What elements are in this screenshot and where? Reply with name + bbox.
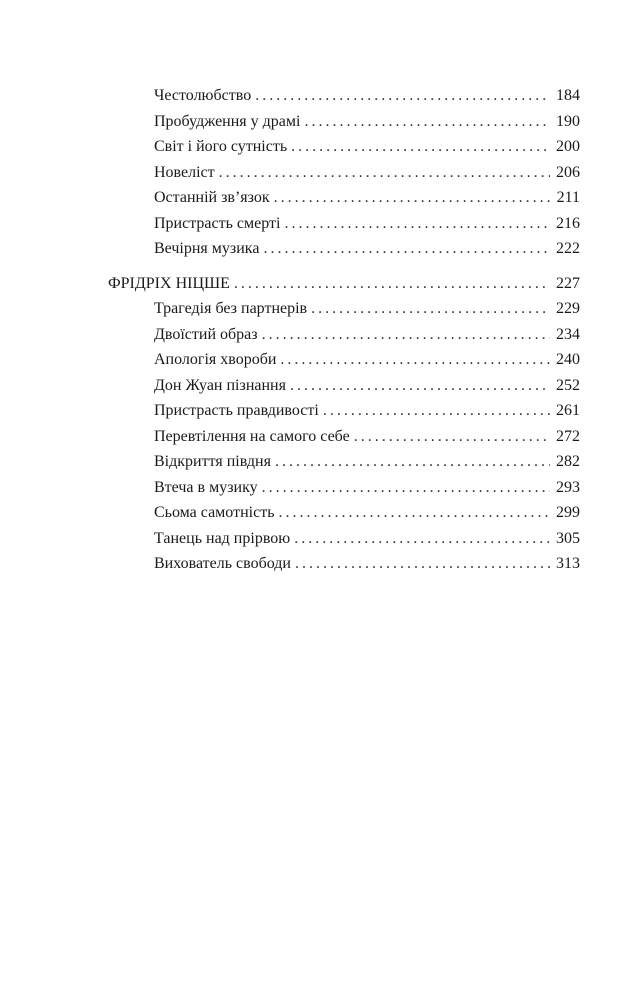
toc-entry-page: 272 xyxy=(556,427,580,445)
dot-leader xyxy=(274,185,551,211)
toc-entry-page: 211 xyxy=(556,189,580,206)
toc-entry-title: Останній зв’язок xyxy=(154,189,270,206)
toc-entry-page: 190 xyxy=(556,112,580,130)
toc-entry xyxy=(154,347,580,373)
toc-entry-page: 200 xyxy=(556,138,580,155)
dot-leader xyxy=(323,398,550,424)
toc-entry-page: 293 xyxy=(556,478,580,496)
toc-entry-page: 313 xyxy=(556,555,580,572)
toc-entry-title: Новеліст xyxy=(154,163,215,181)
toc-entry-page: 234 xyxy=(556,325,580,343)
toc-entry xyxy=(154,211,580,237)
dot-leader xyxy=(262,322,550,348)
toc-section-page: 227 xyxy=(556,274,580,292)
toc-entry-title: Пристрасть правдивості xyxy=(154,402,319,419)
dot-leader xyxy=(262,475,550,501)
toc-group-nietzsche xyxy=(0,271,635,577)
toc-entry-title: Пристрасть смерті xyxy=(154,214,281,232)
toc-entry-title: Танець над прірвою xyxy=(154,529,291,547)
toc-entry xyxy=(154,322,580,348)
toc-entry xyxy=(154,236,580,262)
toc-entry-title: Перевтілення на самого себе xyxy=(154,427,350,445)
dot-leader xyxy=(290,373,550,399)
dot-leader xyxy=(311,296,550,322)
toc-entry-title: Втеча в музику xyxy=(154,478,258,496)
toc-entry-title: Дон Жуан пізнання xyxy=(154,376,286,394)
toc-entry-title: Апологія хвороби xyxy=(154,351,277,368)
toc-section-heading xyxy=(108,271,580,297)
dot-leader xyxy=(354,424,550,450)
dot-leader xyxy=(255,83,550,109)
toc-entry-page: 222 xyxy=(556,240,580,257)
dot-leader xyxy=(278,500,550,526)
toc-group-chapters xyxy=(0,83,635,262)
toc-entry-title: Вечірня музика xyxy=(154,240,260,257)
toc-entry xyxy=(154,424,580,450)
dot-leader xyxy=(284,211,550,237)
toc-entry-page: 299 xyxy=(556,504,580,521)
toc-entry-title: Трагедія без партнерів xyxy=(154,300,308,317)
toc-entry xyxy=(154,296,580,322)
toc-entry xyxy=(154,551,580,577)
toc-entry xyxy=(154,134,580,160)
toc-entry-title: Пробудження у драмі xyxy=(154,112,301,130)
dot-leader xyxy=(294,526,550,552)
dot-leader xyxy=(304,109,550,135)
toc-entry xyxy=(154,160,580,186)
dot-leader xyxy=(263,236,550,262)
toc-entry-page: 229 xyxy=(556,300,580,317)
toc-entry-title: Честолюбство xyxy=(154,87,252,104)
toc-entry-page: 240 xyxy=(556,351,580,368)
toc-entry xyxy=(154,83,580,109)
dot-leader xyxy=(295,551,550,577)
dot-leader xyxy=(291,134,550,160)
dot-leader xyxy=(234,271,550,297)
dot-leader xyxy=(219,160,550,186)
toc-entry-title: Вихователь свободи xyxy=(154,555,291,572)
toc-entry xyxy=(154,109,580,135)
toc-entry xyxy=(154,185,580,211)
dot-leader xyxy=(275,449,550,475)
toc-entry-page: 206 xyxy=(556,163,580,181)
toc-entry-page: 305 xyxy=(556,529,580,547)
toc-entry xyxy=(154,475,580,501)
toc-entry-title: Двоїстий образ xyxy=(154,325,258,343)
toc-entry-title: Сьома самотність xyxy=(154,504,275,521)
toc-entry-title: Відкриття півдня xyxy=(154,453,271,470)
toc-section-title: ФРІДРІХ НІЦШЕ xyxy=(108,274,230,292)
toc-entry xyxy=(154,449,580,475)
toc-entry-page: 252 xyxy=(556,376,580,394)
toc-entry xyxy=(154,526,580,552)
toc-entry xyxy=(154,373,580,399)
dot-leader xyxy=(280,347,550,373)
table-of-contents xyxy=(0,83,635,577)
toc-entry xyxy=(154,398,580,424)
toc-entry-page: 184 xyxy=(556,87,580,104)
toc-entry-title: Світ і його сутність xyxy=(154,138,288,155)
toc-entry xyxy=(154,500,580,526)
toc-entry-page: 216 xyxy=(556,214,580,232)
toc-entry-page: 282 xyxy=(556,453,580,470)
toc-entry-page: 261 xyxy=(556,402,580,419)
